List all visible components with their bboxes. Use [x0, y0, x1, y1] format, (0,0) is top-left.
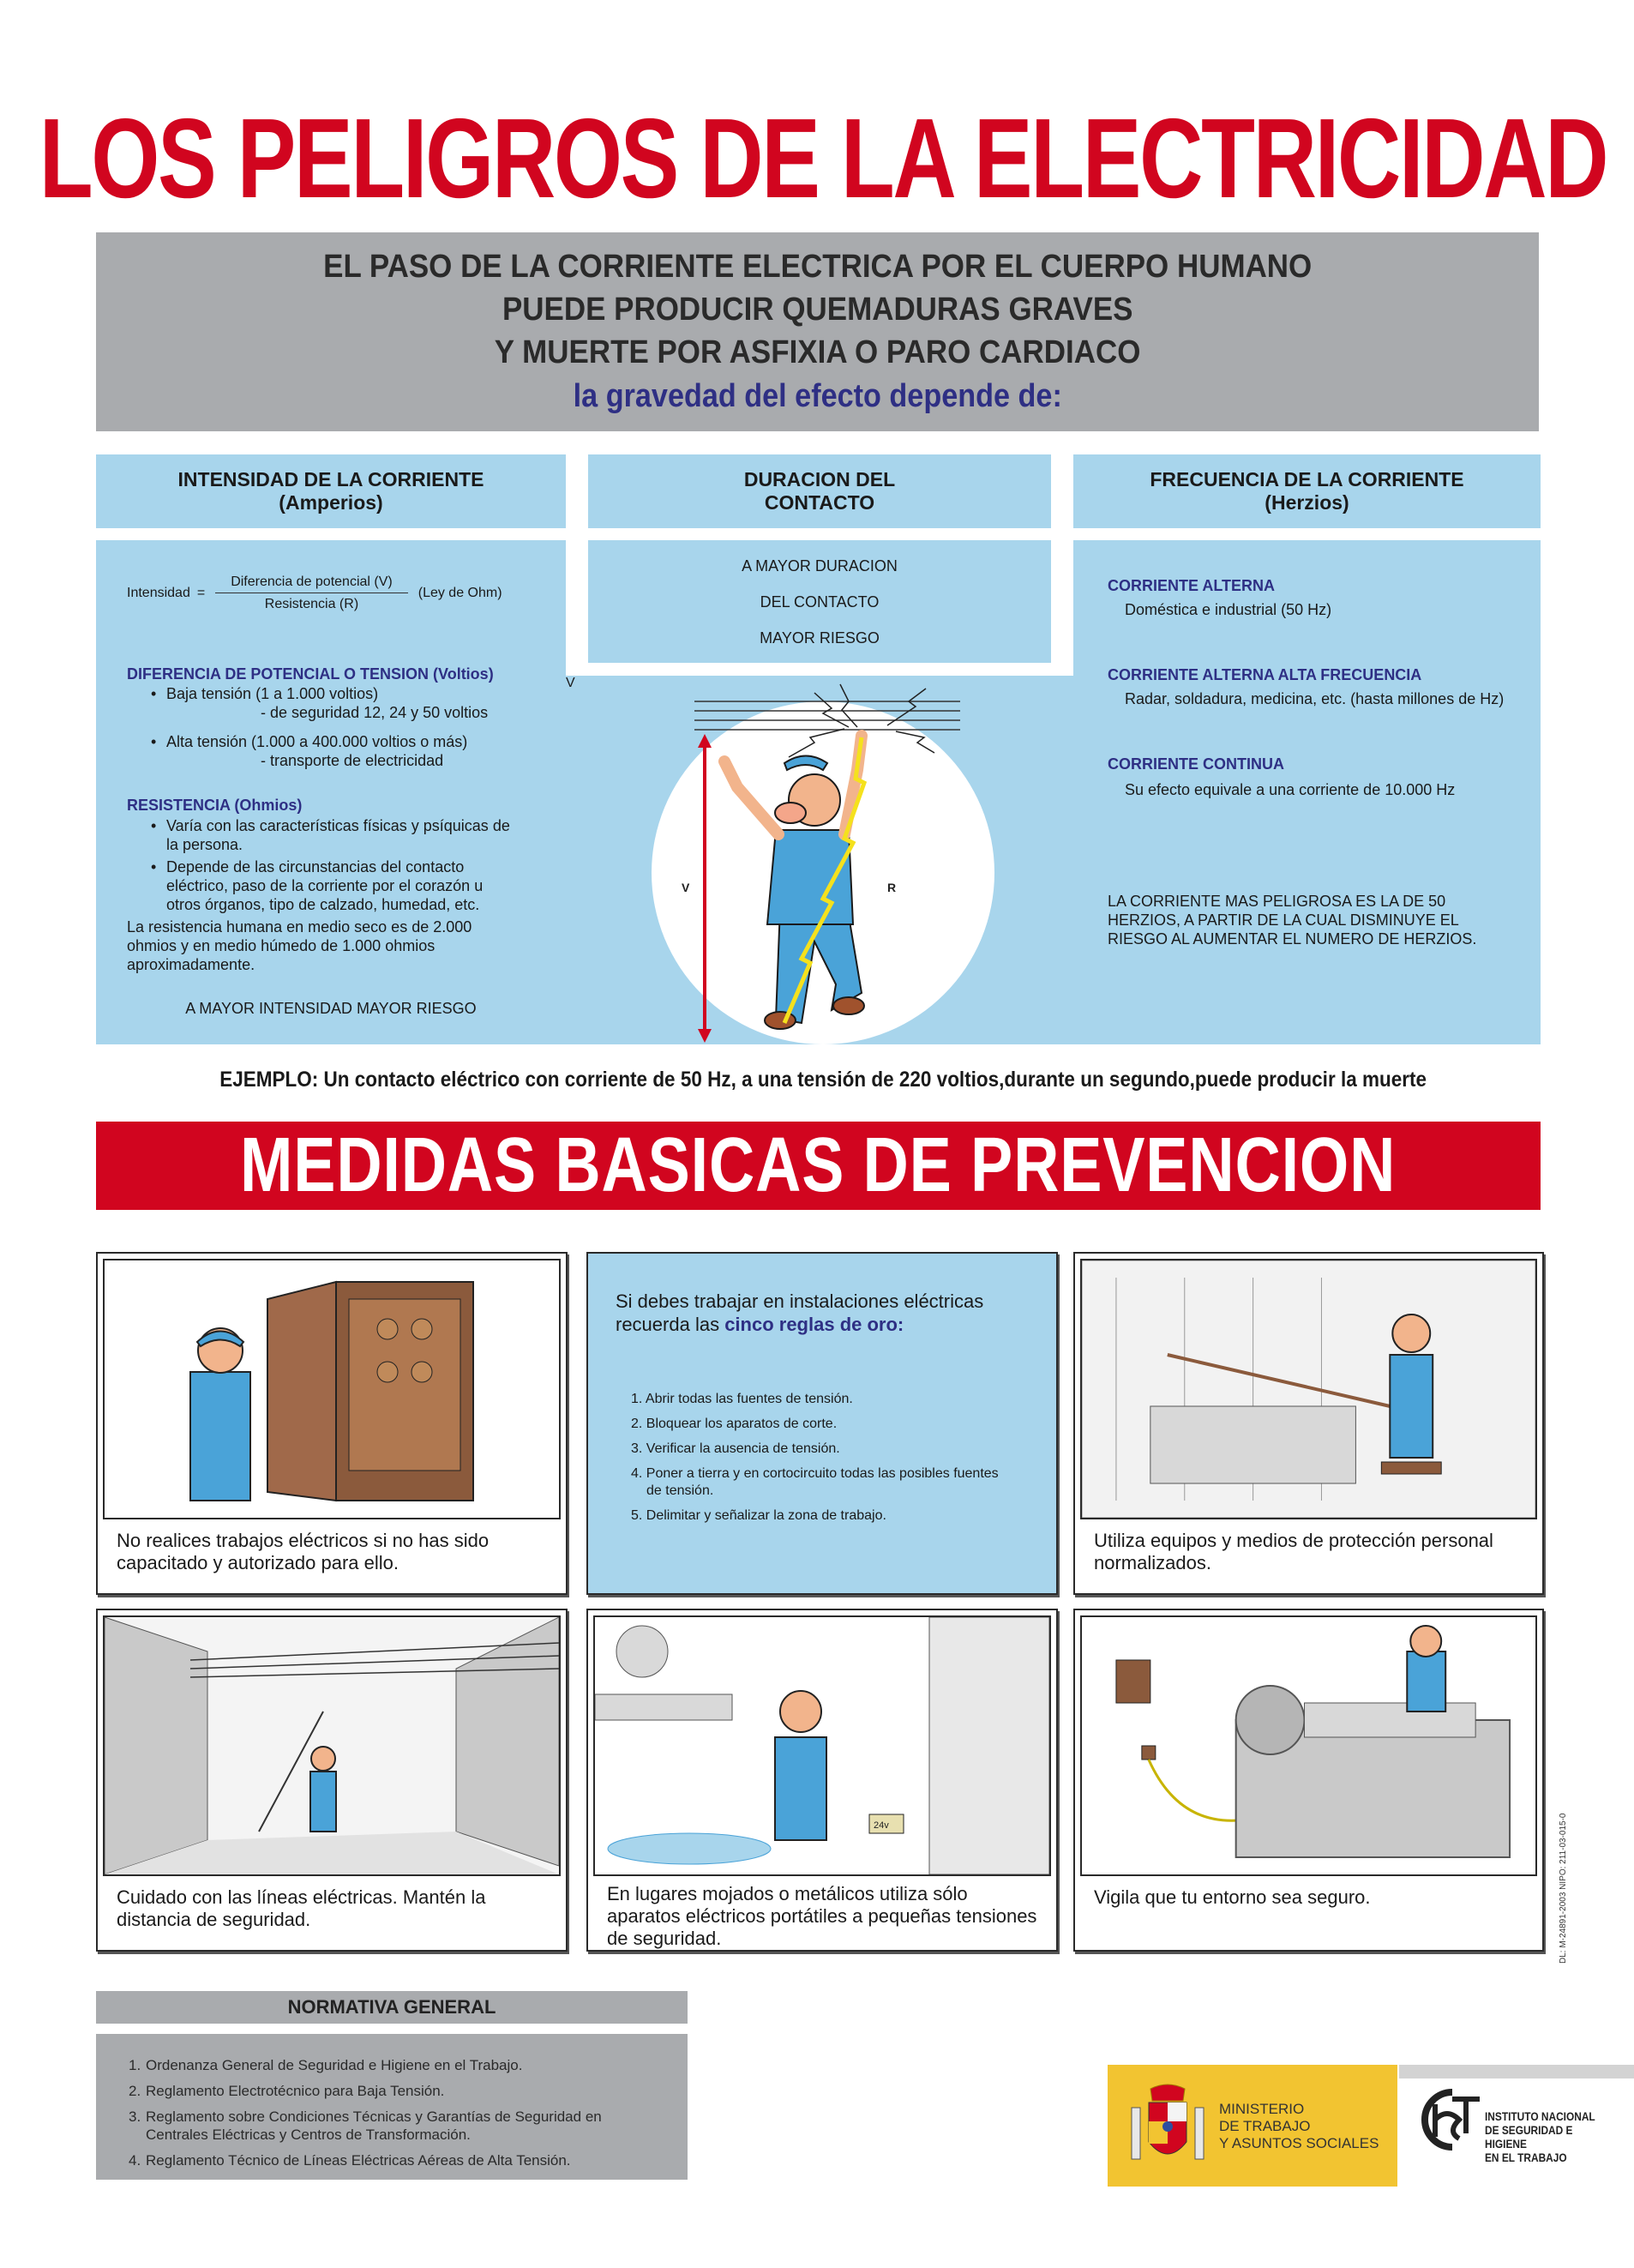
frequency-note: LA CORRIENTE MAS PELIGROSA ES LA DE 50 HERZIOS, A PARTIR DE LA CUAL DISMINUYE EL RIESGO AL AUMENTAR EL NUMERO DE HERZIOS. — [1108, 893, 1477, 948]
duration-header — [588, 454, 1051, 528]
subtitle-line-1: EL PASO DE LA CORRIENTE ELECTRICA POR EL CUERPO HUMANO — [322, 249, 1313, 285]
institute-name: INSTITUTO NACIONAL DE SEGURIDAD E HIGIENE EN EL TRABAJO — [1485, 2109, 1595, 2164]
power-lines-illustration — [103, 1615, 561, 1876]
voltage-item-low-sub: - de seguridad 12, 24 y 50 voltios — [261, 704, 489, 721]
resistance-heading: RESISTENCIA (Ohmios) — [127, 797, 303, 814]
protective-equipment-icon — [1082, 1260, 1535, 1518]
prevention-banner — [96, 1122, 1541, 1210]
voltage-heading: DIFERENCIA DE POTENCIAL O TENSION (Voltios) — [127, 665, 494, 683]
panel-caption: Utiliza equipos y medios de protección personal normalizados. — [1094, 1530, 1493, 1573]
insht-logo-icon — [1413, 2085, 1481, 2154]
frequency-item-text: Su efecto equivale a una corriente de 10.000 Hz — [1125, 781, 1456, 798]
panel-caption: Cuidado con las líneas eléctricas. Mantén la distancia de seguridad. — [117, 1886, 486, 1930]
voltage-item-high-sub: - transporte de electricidad — [261, 752, 444, 769]
institute-bar — [1399, 2065, 1634, 2078]
panel-caption: Vigila que tu entorno sea seguro. — [1094, 1886, 1371, 1908]
equation-lhs: Intensidad — [127, 586, 190, 600]
duration-header-line2: CONTACTO — [764, 491, 875, 514]
legal-deposit: DL: M-24891-2003 NIPO: 211-03-015-0 — [1559, 1813, 1568, 1964]
golden-rules-intro: Si debes trabajar en instalaciones eléctricas recuerda las cinco reglas de oro: — [616, 1290, 984, 1335]
shock-illustration: V R V — [566, 676, 1073, 1044]
frequency-header-unit: (Herzios) — [1265, 491, 1349, 514]
duration-line-1: A MAYOR DURACION — [742, 556, 898, 575]
ministry-name: MINISTERIO DE TRABAJO Y ASUNTOS SOCIALES — [1219, 2101, 1379, 2151]
frequency-header-title: FRECUENCIA DE LA CORRIENTE — [1150, 468, 1464, 490]
voltage-item-low: • Baja tensión (1 a 1.000 voltios) — [151, 685, 379, 702]
ministry-logo — [1108, 2065, 1397, 2187]
resistance-item: • Varía con las características físicas y psíquicas de la persona. — [151, 817, 510, 853]
golden-rules-panel — [586, 1252, 1058, 1595]
worker-at-panel-illustration — [103, 1259, 561, 1519]
subtitle-depends: la gravedad del efecto depende de: — [573, 378, 1062, 414]
duration-panel — [588, 540, 1051, 663]
frequency-item-heading: CORRIENTE ALTERNA ALTA FRECUENCIA — [1108, 666, 1422, 683]
normativa-item: 4. Reglamento Técnico de Líneas Eléctricas Aéreas de Alta Tensión. — [129, 2152, 571, 2169]
panel-caption: No realices trabajos eléctricos si no has sido capacitado y autorizado para ello. — [117, 1530, 490, 1573]
frequency-item-heading: CORRIENTE ALTERNA — [1108, 577, 1275, 594]
equation-numerator: Diferencia de potencial (V) — [215, 575, 408, 593]
equation-denominator: Resistencia (R) — [264, 597, 359, 611]
normativa-item: 1. Ordenanza General de Seguridad e Higiene en el Trabajo. — [129, 2057, 523, 2073]
duration-line-3: MAYOR RIESGO — [760, 629, 880, 647]
duration-header-line1: DURACION DEL — [743, 468, 896, 490]
intensity-header-title: INTENSIDAD DE LA CORRIENTE — [177, 468, 484, 490]
normativa-list — [96, 2034, 688, 2180]
intensity-conclusion: A MAYOR INTENSIDAD MAYOR RIESGO — [185, 1000, 477, 1017]
subtitle-line-2: PUEDE PRODUCIR QUEMADURAS GRAVES — [502, 292, 1133, 328]
frequency-item-heading: CORRIENTE CONTINUA — [1108, 755, 1284, 773]
normativa-item: 2. Reglamento Electrotécnico para Baja Tensión. — [129, 2083, 445, 2099]
svg-text:V: V — [682, 881, 690, 894]
svg-text:24v: 24v — [874, 1820, 889, 1831]
subtitle-box — [96, 232, 1539, 431]
prevention-panel-safe-environment — [1073, 1609, 1544, 1952]
ohm-law-equation — [127, 575, 502, 612]
voltage-item-high: • Alta tensión (1.000 a 400.000 voltios o más) — [151, 733, 468, 750]
equation-fraction — [215, 575, 408, 612]
electrocuted-worker-icon — [566, 676, 1073, 1044]
frequency-header — [1073, 454, 1541, 528]
equation-equals: = — [196, 586, 206, 600]
resistance-item: • Depende de las circunstancias del contacto eléctrico, paso de la corriente por el corazón u otros órganos, tipo de calzado, humedad, etc. — [151, 858, 484, 913]
prevention-banner-text: MEDIDAS BASICAS DE PREVENCION — [240, 1122, 1397, 1208]
frequency-panel — [1073, 540, 1541, 1044]
resistance-list — [151, 816, 520, 914]
resistance-note: La resistencia humana en medio seco es de 2.000 ohmios y en medio húmedo de 1.000 ohmios aproximadamente. — [127, 918, 472, 973]
intensity-header — [96, 454, 566, 528]
machine-illustration — [1080, 1615, 1537, 1876]
spain-coat-of-arms-icon — [1125, 2082, 1210, 2172]
equation-law: (Ley de Ohm) — [418, 586, 502, 600]
golden-rule-item: 5. Delimitar y señalizar la zona de trabajo. — [631, 1508, 886, 1523]
frequency-item-text: Doméstica e industrial (50 Hz) — [1125, 601, 1332, 618]
prevention-panel-wet-locations — [586, 1609, 1058, 1952]
svg-text:R: R — [887, 881, 897, 894]
power-lines-icon — [105, 1617, 559, 1874]
prevention-panel-protection — [1073, 1252, 1544, 1595]
wet-floor-illustration — [593, 1615, 1051, 1876]
golden-rule-item: 2. Bloquear los aparatos de corte. — [631, 1417, 838, 1431]
panel-caption: En lugares mojados o metálicos utiliza sólo aparatos eléctricos portátiles a pequeñas tensiones de seguridad. — [607, 1883, 1037, 1949]
prevention-panel-authorized — [96, 1252, 568, 1595]
duration-line-2: DEL CONTACTO — [760, 593, 880, 611]
electrical-cabinet-icon — [105, 1260, 559, 1518]
normativa-item: 3. Reglamento sobre Condiciones Técnicas y Garantías de Seguridad en Centrales Eléctricas y Centros de Transformación. — [129, 2109, 602, 2143]
golden-rules-highlight: cinco reglas de oro: — [724, 1314, 904, 1335]
wet-floor-icon — [595, 1617, 1049, 1874]
lathe-machine-icon — [1082, 1617, 1535, 1874]
intensity-header-unit: (Amperios) — [279, 491, 383, 514]
golden-rule-item: 4. Poner a tierra y en cortocircuito todas las posibles fuentes de tensión. — [631, 1466, 999, 1498]
prevention-panel-power-lines — [96, 1609, 568, 1952]
intensity-panel — [96, 540, 566, 1044]
frequency-item-text: Radar, soldadura, medicina, etc. (hasta millones de Hz) — [1125, 690, 1505, 707]
poster-title: LOS PELIGROS DE LA ELECTRICIDAD — [39, 95, 1607, 221]
subtitle-line-3: Y MUERTE POR ASFIXIA O PARO CARDIACO — [494, 334, 1141, 370]
golden-rules-list — [631, 1391, 1017, 1525]
worker-protection-illustration — [1080, 1259, 1537, 1519]
golden-rule-item: 3. Verificar la ausencia de tensión. — [631, 1441, 840, 1456]
voltage-list — [151, 684, 545, 770]
normativa-heading: NORMATIVA GENERAL — [96, 1991, 688, 2024]
golden-rule-item: 1. Abrir todas las fuentes de tensión. — [631, 1392, 853, 1406]
example-text: EJEMPLO: Un contacto eléctrico con corriente de 50 Hz, a una tensión de 220 voltios,durante un segundo,puede producir la muerte — [219, 1068, 1427, 1092]
